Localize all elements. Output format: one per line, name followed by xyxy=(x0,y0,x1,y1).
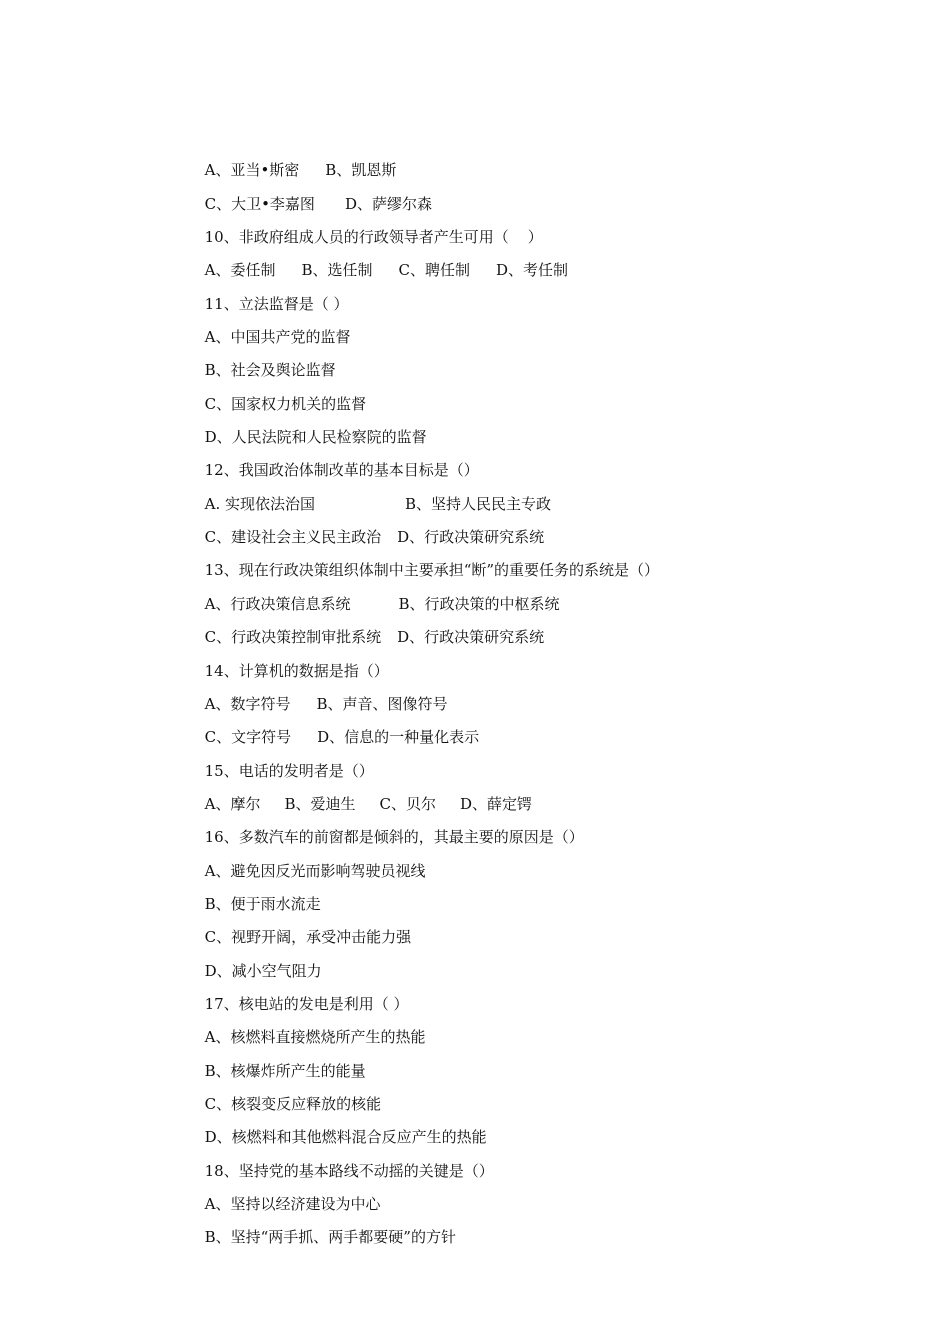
option-b: B、声音、图像符号 xyxy=(316,694,448,713)
option-c: C、聘任制 xyxy=(398,261,470,280)
option-b: B、爱迪生 xyxy=(284,794,356,813)
option-c: C、贝尔 xyxy=(379,794,436,813)
option-text: C、国家权力机关的监督 xyxy=(204,394,367,413)
option-text: B、便于雨水流走 xyxy=(204,894,321,913)
option-text: A、避免因反光而影响驾驶员视线 xyxy=(204,861,426,880)
option-b: B、选任制 xyxy=(301,261,373,280)
question-text: 17、核电站的发电是利用（ ） xyxy=(204,994,409,1013)
option-line xyxy=(176,121,876,180)
option-c: C、文字符号 xyxy=(204,728,292,747)
question-text: 13、现在行政决策组织体制中主要承担“断”的重要任务的系统是（） xyxy=(204,561,660,580)
option-d: D、薛定锷 xyxy=(459,794,532,813)
option-text: A、核燃料直接燃烧所产生的热能 xyxy=(204,1028,426,1047)
option-text: B、坚持“两手抓、两手都要硬”的方针 xyxy=(204,1228,456,1247)
option-c: C、大卫•李嘉图 xyxy=(204,194,315,213)
question-text: 10、非政府组成人员的行政领导者产生可用（ ） xyxy=(204,228,543,247)
document-body xyxy=(176,121,876,1247)
option-text: D、减小空气阻力 xyxy=(204,961,322,980)
question-text: 12、我国政治体制改革的基本目标是（） xyxy=(204,461,479,480)
question-text: 14、计算机的数据是指（） xyxy=(204,661,389,680)
option-d: D、行政决策研究系统 xyxy=(397,628,545,647)
option-b: B、行政决策的中枢系统 xyxy=(398,594,560,613)
option-c: C、行政决策控制审批系统 xyxy=(204,628,382,647)
option-a: A、数字符号 xyxy=(204,694,291,713)
option-d: D、萨缪尔森 xyxy=(344,194,432,213)
question-text: 15、电话的发明者是（） xyxy=(204,761,374,780)
option-a: A. 实现依法治国 xyxy=(204,494,315,513)
option-d: D、信息的一种量化表示 xyxy=(317,728,480,747)
option-text: A、坚持以经济建设为中心 xyxy=(204,1195,381,1213)
option-text: B、核爆炸所产生的能量 xyxy=(204,1061,366,1080)
option-b: B、凯恩斯 xyxy=(325,161,397,180)
option-text: D、核燃料和其他燃料混合反应产生的热能 xyxy=(204,1128,487,1147)
option-d: D、考任制 xyxy=(495,261,568,280)
question-text: 11、立法监督是（ ） xyxy=(204,294,349,313)
option-text: D、人民法院和人民检察院的监督 xyxy=(204,428,427,447)
question-text: 16、多数汽车的前窗都是倾斜的，其最主要的原因是（） xyxy=(204,828,584,847)
option-a: A、行政决策信息系统 xyxy=(204,594,351,613)
option-text: C、视野开阔，承受冲击能力强 xyxy=(204,928,412,947)
option-a: A、摩尔 xyxy=(204,794,261,813)
option-b: B、坚持人民民主专政 xyxy=(404,494,552,513)
option-text: C、核裂变反应释放的核能 xyxy=(204,1094,382,1113)
option-text: A、中国共产党的监督 xyxy=(204,328,351,347)
option-a: A、委任制 xyxy=(204,261,276,280)
option-text: B、社会及舆论监督 xyxy=(204,361,336,380)
option-d: D、行政决策研究系统 xyxy=(397,528,545,547)
option-c: C、建设社会主义民主政治 xyxy=(204,528,382,547)
question-text: 18、坚持党的基本路线不动摇的关键是（） xyxy=(204,1161,494,1180)
option-a: A、亚当•斯密 xyxy=(204,161,300,180)
